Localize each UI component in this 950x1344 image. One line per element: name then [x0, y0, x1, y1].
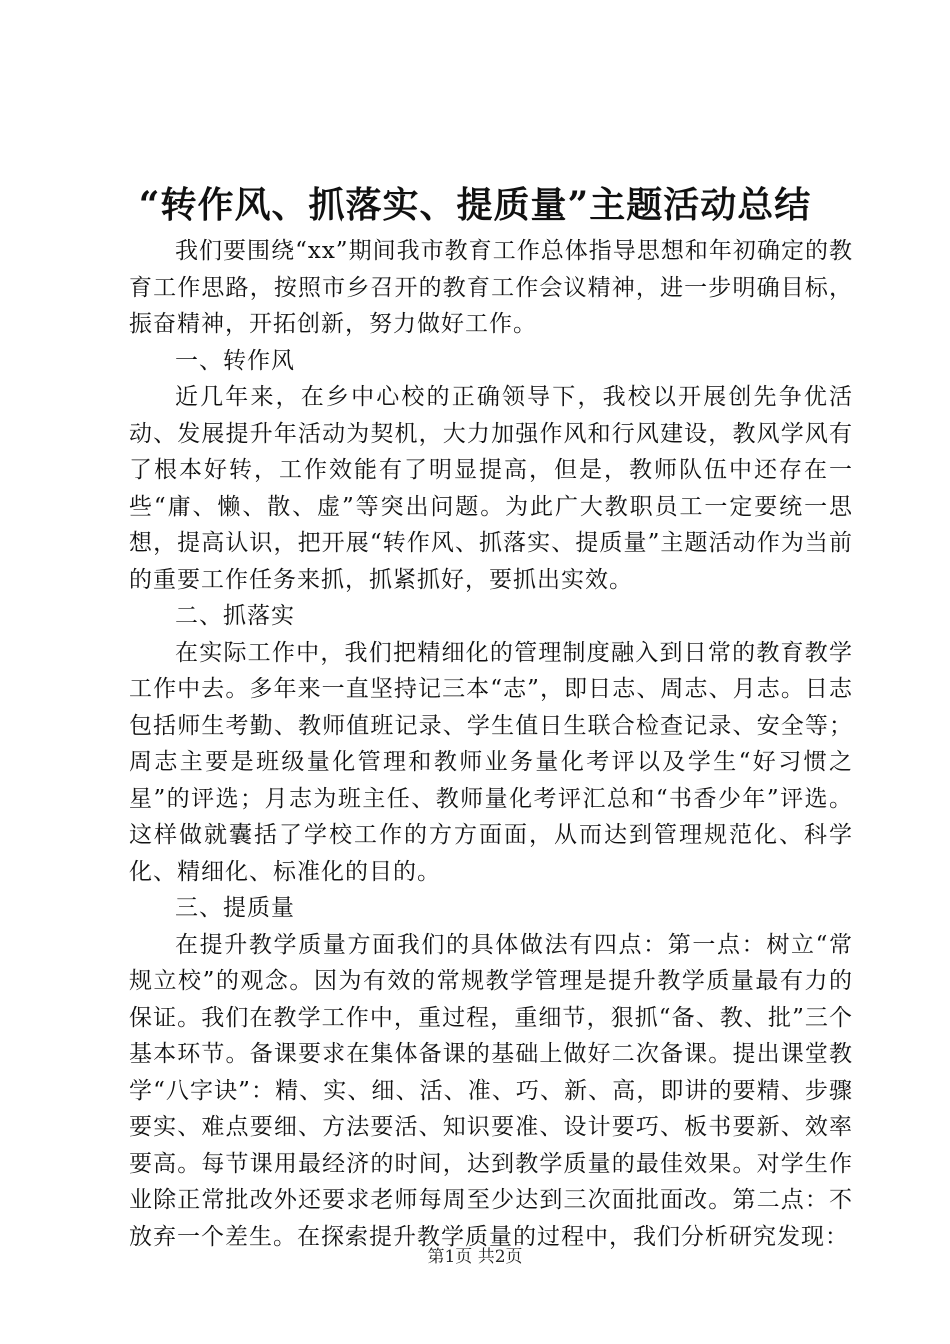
- document-body: [129, 233, 853, 1255]
- section-heading-2: 二、抓落实: [175, 603, 295, 629]
- paragraph-section-3: 在提升教学质量方面我们的具体做法有四点：第一点：树立“常规立校”的观念。因为有效的常规教学管理是提升教学质量最有力的保证。我们在教学工作中，重过程，重细节，狠抓“备、教、批”三个基本环节。备课要求在集体备课的基础上做好二次备课。提出课堂教学“八字诀”：精、实、细、活、准、巧、新、高，即讲的要精、步骤要实、难点要细、方法要活、知识要准、设计要巧、板书要新、效率要高。每节课用最经济的时间，达到教学质量的最佳效果。对学生作业除正常批改外还要求老师每周至少达到三次面批面改。第二点：不放弃一个差生。在探索提升教学质量的过程中，我们分析研究发现：: [129, 931, 853, 1250]
- paragraph-section-2: 在实际工作中，我们把精细化的管理制度融入到日常的教育教学工作中去。多年来一直坚持记三本“志”，即日志、周志、月志。日志包括师生考勤、教师值班记录、学生值日生联合检查记录、安全等；周志主要是班级量化管理和教师业务量化考评以及学生“好习惯之星”的评选；月志为班主任、教师量化考评汇总和“书香少年”评选。这样做就囊括了学校工作的方方面面，从而达到管理规范化、科学化、精细化、标准化的目的。: [129, 639, 853, 885]
- section-heading-1: 一、转作风: [175, 347, 295, 374]
- page-number-footer: 第1页 共2页: [427, 1247, 523, 1267]
- paragraph-intro: 我们要围绕“xx”期间我市教育工作总体指导思想和年初确定的教育工作思路，按照市乡召开的教育工作会议精神，进一步明确目标，振奋精神，开拓创新，努力做好工作。: [129, 238, 853, 337]
- document-title: “转作风、抓落实、提质量”主题活动总结: [138, 184, 812, 226]
- paragraph-section-1: 近几年来，在乡中心校的正确领导下，我校以开展创先争优活动、发展提升年活动为契机，大力加强作风和行风建设，教风学风有了根本好转，工作效能有了明显提高，但是，教师队伍中还存在一些“庸、懒、散、虚”等突出问题。为此广大教职员工一定要统一思想，提高认识，把开展“转作风、抓落实、提质量”主题活动作为当前的重要工作任务来抓，抓紧抓好，要抓出实效。: [129, 384, 853, 593]
- section-heading-3: 三、提质量: [175, 895, 295, 921]
